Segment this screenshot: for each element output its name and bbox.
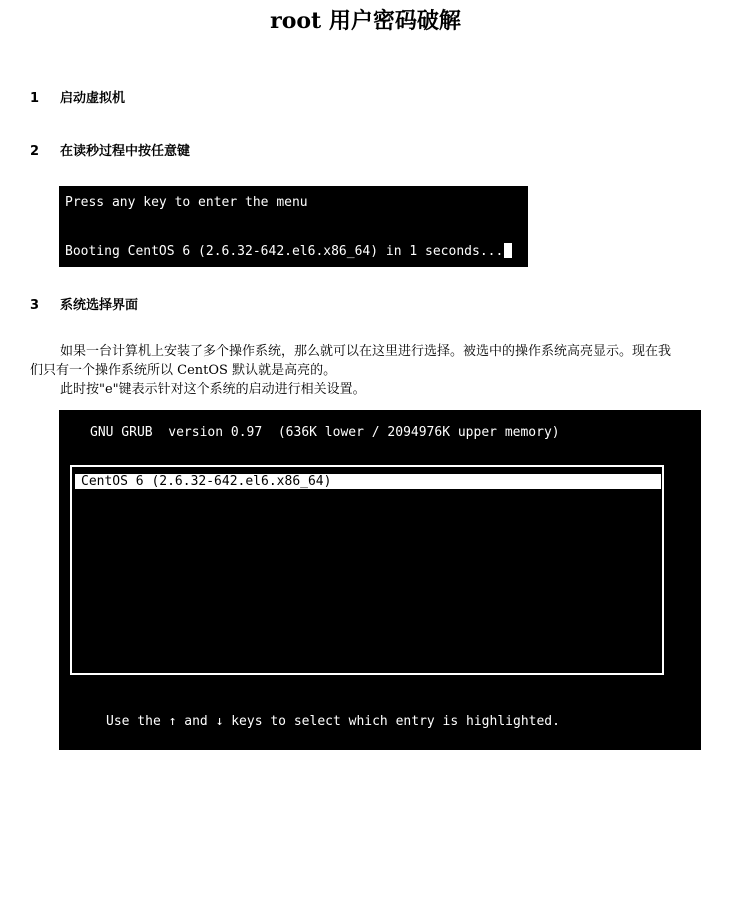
- boot-prompt-line: Press any key to enter the menu: [65, 195, 308, 210]
- section-heading-1: [30, 91, 125, 107]
- paragraph-line-2: 们只有一个操作系统所以 CentOS 默认就是高亮的。: [30, 363, 337, 378]
- boot-countdown-screenshot: [59, 186, 528, 267]
- grub-help-line: Use the ↑ and ↓ keys to select which entry is highlighted.: [106, 714, 560, 729]
- section-heading-2: [30, 144, 190, 160]
- section-number: 2: [30, 144, 40, 159]
- section-number: 3: [30, 298, 40, 313]
- grub-header: GNU GRUB version 0.97 (636K lower / 2094976K upper memory): [90, 425, 560, 440]
- section-heading-3: [30, 298, 138, 314]
- grub-help-line: Press enter to boot the selected OS, 'e' to edit the: [106, 762, 513, 777]
- grub-help-line: commands before booting, 'a' to modify the kernel arguments: [106, 810, 568, 825]
- section-label: 在读秒过程中按任意键: [60, 144, 191, 159]
- text-cursor: [504, 243, 512, 258]
- section-label: 启动虚拟机: [60, 91, 126, 106]
- grub-help-text: [106, 682, 568, 906]
- paragraph-line-1: 如果一台计算机上安装了多个操作系统，那么就可以在这里进行选择。被选中的操作系统高亮显示。现在我: [60, 344, 672, 359]
- grub-entry-highlighted[interactable]: CentOS 6 (2.6.32-642.el6.x86_64): [75, 474, 661, 489]
- boot-countdown-text: Booting CentOS 6 (2.6.32-642.el6.x86_64) in 1 seconds...: [65, 244, 504, 259]
- paragraph-line-3: 此时按"e"键表示针对这个系统的启动进行相关设置。: [60, 382, 366, 397]
- grub-entry-list: [70, 465, 664, 675]
- grub-help-line: before booting, or 'c' for a command-line.: [106, 858, 435, 873]
- page-title: root 用户密码破解: [270, 8, 461, 34]
- section-number: 1: [30, 91, 40, 106]
- grub-menu-screenshot: [59, 410, 701, 873]
- section-label: 系统选择界面: [60, 298, 139, 313]
- boot-countdown-line: [65, 243, 512, 259]
